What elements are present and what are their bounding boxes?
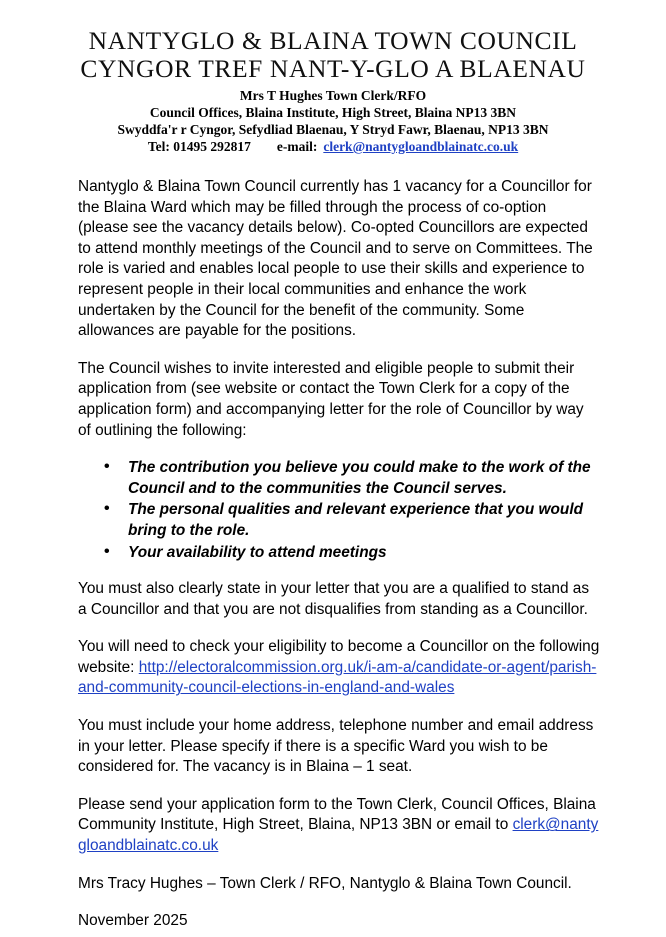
paragraph-eligibility [78,637,600,699]
telephone-number: Tel: 01495 292817 [147,139,251,154]
paragraph-vacancy: Nantyglo & Blaina Town Council currently has 1 vacancy for a Councillor for the Blaina Ward which may be filled through the process of co-option (please see the vacancy details below). Co-opted Councillors are expected to attend monthly meetings of the Council and to serve on Committees. The role is varied and enables local people to use their skills and experience to represent people in their local communities and enhance the work undertaken by the Council for the benefit of the community. Some allowances are payable for the positions. [78,178,593,340]
email-label: e-mail: [276,139,318,154]
list-item: • The contribution you believe you could make to the work of the Council and to the communities the Council serves. [78,458,600,499]
letterhead [0,0,666,155]
paragraph-qualification: You must also clearly state in your letter that you are a qualified to stand as a Councillor and that you are not disqualifies from standing as a Councillor. [78,580,590,618]
signoff-line: Mrs Tracy Hughes – Town Clerk / RFO, Nantyglo & Blaina Town Council. [78,874,572,892]
council-title-welsh: CYNGOR TREF NANT-Y-GLO A BLAENAU [80,54,586,83]
town-clerk-line: Mrs T Hughes Town Clerk/RFO [239,88,427,103]
electoral-commission-link[interactable]: http://electoralcommission.org.uk/i-am-a/candidate-or-agent/parish-and-community-council-elections-in-england-and-wales [78,658,597,697]
submission-text: Please send your application form to the Town Clerk, Council Offices, Blaina Community Institute, High Street, Blaina, NP13 3BN or email to [78,795,596,834]
letter-body [0,177,666,932]
list-item: • Your availability to attend meetings [78,543,600,564]
paragraph-personal-details: You must include your home address, telephone number and email address in your letter. Please specify if there is a specific Ward you wish to be considered for. The vacancy is in Blaina – 1 seat. [78,717,594,776]
list-item: • The personal qualities and relevant experience that you would bring to the role. [78,500,600,541]
paragraph-invitation: The Council wishes to invite interested and eligible people to submit their application from (see website or contact the Town Clerk for a copy of the application form) and accompanying letter for the role of Councillor by way of outlining the following: [78,359,584,439]
header-email-link[interactable]: clerk@nantygloandblainatc.co.uk [323,139,519,154]
submission-email-link[interactable]: clerk@nantygloandblainatc.co.uk [78,816,599,855]
council-title-english: NANTYGLO & BLAINA TOWN COUNCIL [88,26,578,55]
address-welsh: Swyddfa'r r Cyngor, Sefydliad Blaenau, Y Stryd Fawr, Blaenau, NP13 3BN [117,122,549,137]
document-date: November 2025 [78,912,188,930]
paragraph-submission [78,795,600,857]
criteria-list [78,458,600,563]
contact-line [0,138,666,155]
eligibility-text: You will need to check your eligibility to become a Councillor on the following website: [78,638,600,676]
address-english: Council Offices, Blaina Institute, High Street, Blaina NP13 3BN [149,105,517,120]
